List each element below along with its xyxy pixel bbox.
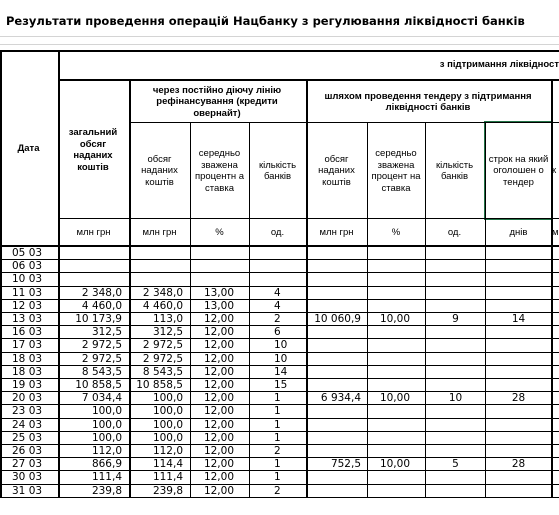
header-t-term[interactable]: строк на який оголошен о тендер	[488, 153, 549, 188]
cell-date[interactable]: 26 03	[12, 445, 43, 457]
grid-line	[0, 44, 559, 45]
cell-date[interactable]: 30 03	[12, 471, 43, 484]
cell-ov-rate[interactable]: 12,00	[203, 418, 234, 431]
cell-date[interactable]: 13 03	[12, 313, 43, 325]
cell-total[interactable]: 100,0	[91, 418, 122, 431]
cell-total[interactable]: 2 972,5	[81, 352, 122, 365]
cell-ov-banks[interactable]: 1	[274, 405, 281, 418]
cell-total[interactable]: 10 858,5	[75, 379, 122, 391]
cell-ov-rate[interactable]: 13,00	[203, 299, 234, 312]
sheet-title: Результати проведення операцій Нацбанку з регулювання ліквідності банків	[6, 14, 525, 28]
cell-ov-rate[interactable]: 12,00	[203, 445, 234, 457]
cell-date[interactable]: 24 03	[12, 418, 43, 431]
grid-line	[0, 497, 559, 498]
cell-ov-banks[interactable]: 1	[274, 431, 281, 444]
grid-line	[306, 122, 559, 123]
cell-date[interactable]: 12 03	[12, 299, 43, 312]
cell-total[interactable]: 10 173,9	[75, 313, 122, 325]
cell-ov-banks[interactable]: 10	[274, 339, 288, 352]
cell-date[interactable]: 10 03	[12, 273, 43, 286]
cell-ov-amount[interactable]: 100,0	[152, 431, 183, 444]
grid-line	[306, 79, 308, 497]
cell-t-banks[interactable]: 5	[452, 458, 459, 471]
cell-ov-rate[interactable]: 12,00	[203, 392, 234, 405]
cell-ov-banks[interactable]: 10	[274, 352, 288, 365]
cell-date[interactable]: 05 03	[12, 247, 43, 259]
cell-ov-amount[interactable]: 100,0	[152, 405, 183, 418]
cell-ov-amount[interactable]: 239,8	[152, 484, 183, 497]
header-extra[interactable]: к	[552, 165, 557, 177]
cell-ov-rate[interactable]: 12,00	[203, 313, 234, 325]
cell-date[interactable]: 16 03	[12, 326, 43, 339]
cell-total[interactable]: 111,4	[91, 471, 122, 484]
cell-ov-banks[interactable]: 6	[274, 326, 281, 339]
cell-date[interactable]: 17 03	[12, 339, 43, 352]
cell-t-rate[interactable]: 10,00	[379, 458, 410, 471]
cell-date[interactable]: 11 03	[12, 286, 43, 299]
cell-t-term[interactable]: 28	[511, 392, 526, 405]
cell-total[interactable]: 312,5	[91, 326, 122, 339]
unit-t-amount[interactable]: млн грн	[319, 227, 354, 239]
cell-ov-banks[interactable]: 15	[274, 379, 288, 391]
unit-extra[interactable]: м	[552, 227, 559, 239]
cell-total[interactable]: 2 972,5	[81, 339, 122, 352]
header-date[interactable]: Дата	[17, 143, 40, 155]
unit-ov-banks[interactable]: од.	[270, 227, 285, 239]
cell-ov-rate[interactable]: 12,00	[203, 326, 234, 339]
cell-ov-rate[interactable]: 12,00	[203, 458, 234, 471]
cell-ov-amount[interactable]: 100,0	[152, 418, 183, 431]
cell-ov-rate[interactable]: 12,00	[203, 484, 234, 497]
cell-t-banks[interactable]: 9	[452, 313, 459, 325]
cell-ov-rate[interactable]: 12,00	[203, 352, 234, 365]
cell-date[interactable]: 20 03	[12, 392, 43, 405]
cell-t-amount[interactable]: 10 060,9	[314, 313, 361, 325]
grid-line	[485, 122, 486, 497]
cell-ov-amount[interactable]: 2 972,5	[142, 352, 183, 365]
cell-ov-amount[interactable]: 114,4	[152, 458, 183, 471]
cell-ov-amount[interactable]: 113,0	[152, 313, 183, 325]
cell-ov-rate[interactable]: 12,00	[203, 379, 234, 391]
cell-date[interactable]: 06 03	[12, 260, 43, 273]
cell-ov-amount[interactable]: 111,4	[152, 471, 183, 484]
cell-total[interactable]: 8 543,5	[81, 365, 122, 378]
cell-ov-banks[interactable]: 2	[274, 445, 281, 457]
grid-line	[249, 122, 250, 497]
unit-ov-rate[interactable]: %	[215, 227, 224, 239]
cell-ov-amount[interactable]: 112,0	[152, 445, 183, 457]
cell-ov-banks[interactable]: 1	[274, 392, 281, 405]
header-overnight-group[interactable]: через постійно діючу лінію рефінансування (кредити овернайт)	[152, 84, 282, 119]
grid-line	[129, 122, 306, 123]
unit-t-rate[interactable]: %	[391, 227, 401, 239]
grid-line	[190, 122, 191, 497]
cell-ov-rate[interactable]: 12,00	[203, 339, 234, 352]
cell-ov-amount[interactable]: 8 543,5	[142, 365, 183, 378]
cell-t-amount[interactable]: 6 934,4	[320, 392, 361, 405]
cell-t-term[interactable]: 28	[511, 458, 526, 471]
cell-t-amount[interactable]: 752,5	[330, 458, 361, 471]
cell-ov-banks[interactable]: 1	[274, 471, 281, 484]
header-ov-amount[interactable]: обсяг наданих коштів	[141, 153, 178, 188]
cell-ov-banks[interactable]: 4	[274, 286, 281, 299]
cell-ov-banks[interactable]: 2	[274, 313, 281, 325]
cell-date[interactable]: 31 03	[12, 484, 43, 497]
grid-line	[58, 79, 559, 81]
cell-total[interactable]: 100,0	[91, 431, 122, 444]
cell-t-term[interactable]: 14	[511, 313, 526, 325]
cell-ov-banks[interactable]: 14	[274, 365, 288, 378]
grid-line	[551, 79, 553, 497]
cell-ov-rate[interactable]: 13,00	[203, 286, 234, 299]
cell-ov-banks[interactable]: 2	[274, 484, 281, 497]
cell-t-rate[interactable]: 10,00	[379, 313, 410, 325]
header-ov-banks[interactable]: кількість банків	[258, 159, 297, 182]
header-total[interactable]: загальний обсяг наданих коштів	[68, 127, 118, 173]
cell-ov-banks[interactable]: 1	[274, 418, 281, 431]
grid-line	[367, 122, 368, 497]
header-tender-group[interactable]: шляхом проведення тендеру з підтримання ліквідності банків	[324, 90, 532, 113]
grid-line	[0, 259, 559, 260]
cell-ov-amount[interactable]: 10 858,5	[136, 379, 183, 391]
cell-total[interactable]: 4 460,0	[81, 299, 122, 312]
grid-line	[58, 218, 559, 219]
cell-ov-banks[interactable]: 1	[274, 458, 281, 471]
grid-line	[0, 50, 559, 52]
cell-ov-rate[interactable]: 12,00	[203, 471, 234, 484]
cell-ov-amount[interactable]: 2 348,0	[142, 286, 183, 299]
grid-line	[0, 272, 559, 273]
header-ov-rate[interactable]: середньо зважена процентн а ставка	[194, 148, 245, 194]
cell-ov-amount[interactable]: 2 972,5	[142, 339, 183, 352]
cell-ov-rate[interactable]: 12,00	[203, 405, 234, 418]
grid-line	[425, 122, 426, 497]
cell-date[interactable]: 19 03	[12, 379, 43, 391]
cell-ov-amount[interactable]: 100,0	[152, 392, 183, 405]
cell-date[interactable]: 18 03	[12, 365, 43, 378]
cell-total[interactable]: 100,0	[91, 405, 122, 418]
grid-line	[0, 36, 559, 37]
cell-total[interactable]: 866,9	[91, 458, 122, 471]
header-t-rate[interactable]: середньо зважена процент на ставка	[371, 148, 421, 194]
cell-date[interactable]: 23 03	[12, 405, 43, 418]
cell-ov-amount[interactable]: 4 460,0	[142, 299, 183, 312]
grid-line	[0, 245, 559, 247]
cell-t-banks[interactable]: 10	[448, 392, 463, 405]
cell-total[interactable]: 112,0	[91, 445, 122, 457]
cell-total[interactable]: 7 034,4	[81, 392, 122, 405]
cell-ov-rate[interactable]: 12,00	[203, 431, 234, 444]
grid-line	[0, 50, 2, 497]
unit-t-banks[interactable]: од.	[447, 227, 462, 239]
cell-ov-amount[interactable]: 312,5	[152, 326, 183, 339]
cell-total[interactable]: 239,8	[91, 484, 122, 497]
unit-total[interactable]: млн грн	[76, 227, 111, 239]
cell-t-rate[interactable]: 10,00	[379, 392, 410, 405]
cell-date[interactable]: 27 03	[12, 458, 43, 471]
unit-ov-amount[interactable]: млн грн	[142, 227, 177, 239]
header-t-banks[interactable]: кількість банків	[435, 159, 474, 182]
cell-date[interactable]: 18 03	[12, 352, 43, 365]
cell-total[interactable]: 2 348,0	[81, 286, 122, 299]
cell-ov-banks[interactable]: 4	[274, 299, 281, 312]
cell-ov-rate[interactable]: 12,00	[203, 365, 234, 378]
header-t-amount[interactable]: обсяг наданих коштів	[318, 153, 355, 188]
unit-t-term[interactable]: днів	[509, 227, 528, 239]
header-group-top[interactable]: з підтримання ліквідност	[439, 59, 559, 71]
cell-date[interactable]: 25 03	[12, 431, 43, 444]
